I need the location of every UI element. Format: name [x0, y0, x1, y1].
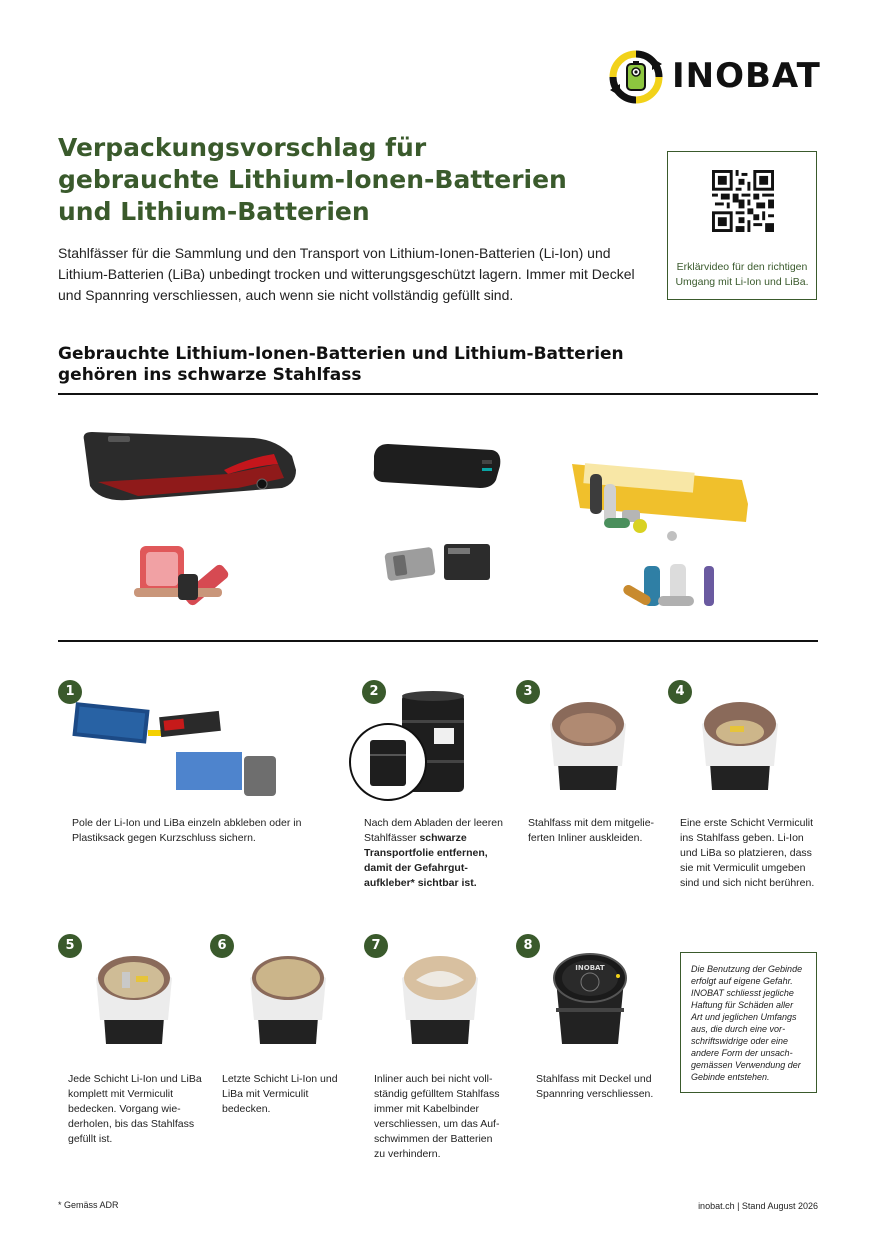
- divider-middle: [58, 640, 818, 642]
- page-title: Verpackungsvorschlag für gebrauchte Lithium-Ionen-Batterien und Lithium-Batterien: [58, 133, 567, 226]
- disclaimer-box: Die Benutzung der Gebinde erfolgt auf eigene Gefahr. INOBAT schliesst jegliche Haftung für Schäden aller Art und jeglichen Umfangs aus, die durch eine vorschriftswidrige oder eine andere Form der unsachgemässen Verwendung der Gebinde entstehen.: [680, 952, 817, 1093]
- ebike-battery-image: [78, 426, 300, 502]
- mixed-batteries-image: [570, 444, 754, 544]
- barrel-covered-image: [246, 950, 330, 1046]
- disposable-vape-image: [122, 538, 242, 610]
- step-4-badge: 4: [668, 680, 692, 704]
- qr-code-icon[interactable]: [712, 170, 774, 232]
- step-5-text: Jede Schicht Li-Ion und LiBa komplett mit Vermiculit bedecken. Vorgang wiederholen, bis das Stahlfass gefüllt ist.: [68, 1073, 202, 1145]
- step-8-text: Stahlfass mit Deckel und Spannring verschliessen.: [536, 1073, 654, 1100]
- barrel-closed-lid-image: [548, 950, 632, 1046]
- step-6-badge: 6: [210, 934, 234, 958]
- barrel-first-layer-image: [698, 696, 782, 792]
- camera-batteries-image: [380, 538, 496, 588]
- section-heading: Gebrauchte Lithium-Ionen-Batterien und Lithium-Batterien gehören ins schwarze Stahlfass: [58, 344, 624, 385]
- footer-website-date: inobat.ch | Stand August 2026: [698, 1201, 818, 1211]
- step-7-text: Inliner auch bei nicht vollständig gefülltem Stahlfass immer mit Kabelbinder verschliessen, um das Aufschwimmen der Batterien zu verhindern.: [374, 1073, 500, 1160]
- barrel-lid-label: INOBAT: [575, 964, 605, 972]
- qr-info-box: [667, 151, 817, 300]
- intro-paragraph: Stahlfässer für die Sammlung und den Transport von Lithium-Ionen-Batterien (Li-Ion) und Lithium-Batterien (LiBa) unbedingt trocken und witterungsgeschützt lagern. Immer mit Deckel und Spannring verschliessen, auch wenn sie nicht vollständig gefüllt sind.: [58, 245, 635, 303]
- step-2-text-plain: Nach dem Abladen der leeren Stahlfässer: [364, 817, 503, 844]
- powerbank-image: [370, 440, 504, 492]
- step-2-text: [364, 816, 504, 891]
- barrel-with-inliner-image: [546, 696, 630, 792]
- battery-recycling-icon: [608, 50, 664, 104]
- step-5-badge: 5: [58, 934, 82, 958]
- steel-barrel-image: [348, 690, 472, 804]
- step-1-badge: 1: [58, 680, 82, 704]
- inobat-logo: [608, 50, 828, 104]
- step-8-badge: 8: [516, 934, 540, 958]
- footnote: * Gemäss ADR: [58, 1200, 119, 1210]
- qr-caption: Erklärvideo für den richtigen Umgang mit Li-Ion und LiBa.: [675, 261, 809, 288]
- step-3-text: Stahlfass mit dem mitgelieferten Inliner auskleiden.: [528, 817, 655, 844]
- step-3-badge: 3: [516, 680, 540, 704]
- divider-top: [58, 393, 818, 395]
- step-7-badge: 7: [364, 934, 388, 958]
- taped-batteries-image: [72, 700, 292, 800]
- barrel-layers-image: [92, 950, 176, 1046]
- step-2-text-bold: schwarze Transportfolie entfernen, damit der Gefahrgutaufkleber* sichtbar ist.: [364, 832, 488, 889]
- step-4-text: Eine erste Schicht Vermiculit ins Stahlfass geben. Li-Ion und LiBa so platzieren, dass sie mit Vermiculit umgeben sind und sich nicht berühren.: [680, 817, 815, 889]
- barrel-inliner-closed-image: [398, 950, 482, 1046]
- logo-wordmark: INOBAT: [672, 56, 821, 96]
- step-1-text: Pole der Li-Ion und LiBa einzeln abkleben oder in Plastiksack gegen Kurzschluss sichern.: [72, 817, 302, 844]
- step-6-text: Letzte Schicht Li-Ion und LiBa mit Vermiculit bedecken.: [222, 1073, 338, 1115]
- step-2-badge: 2: [362, 680, 386, 704]
- lithium-cells-image: [620, 560, 720, 614]
